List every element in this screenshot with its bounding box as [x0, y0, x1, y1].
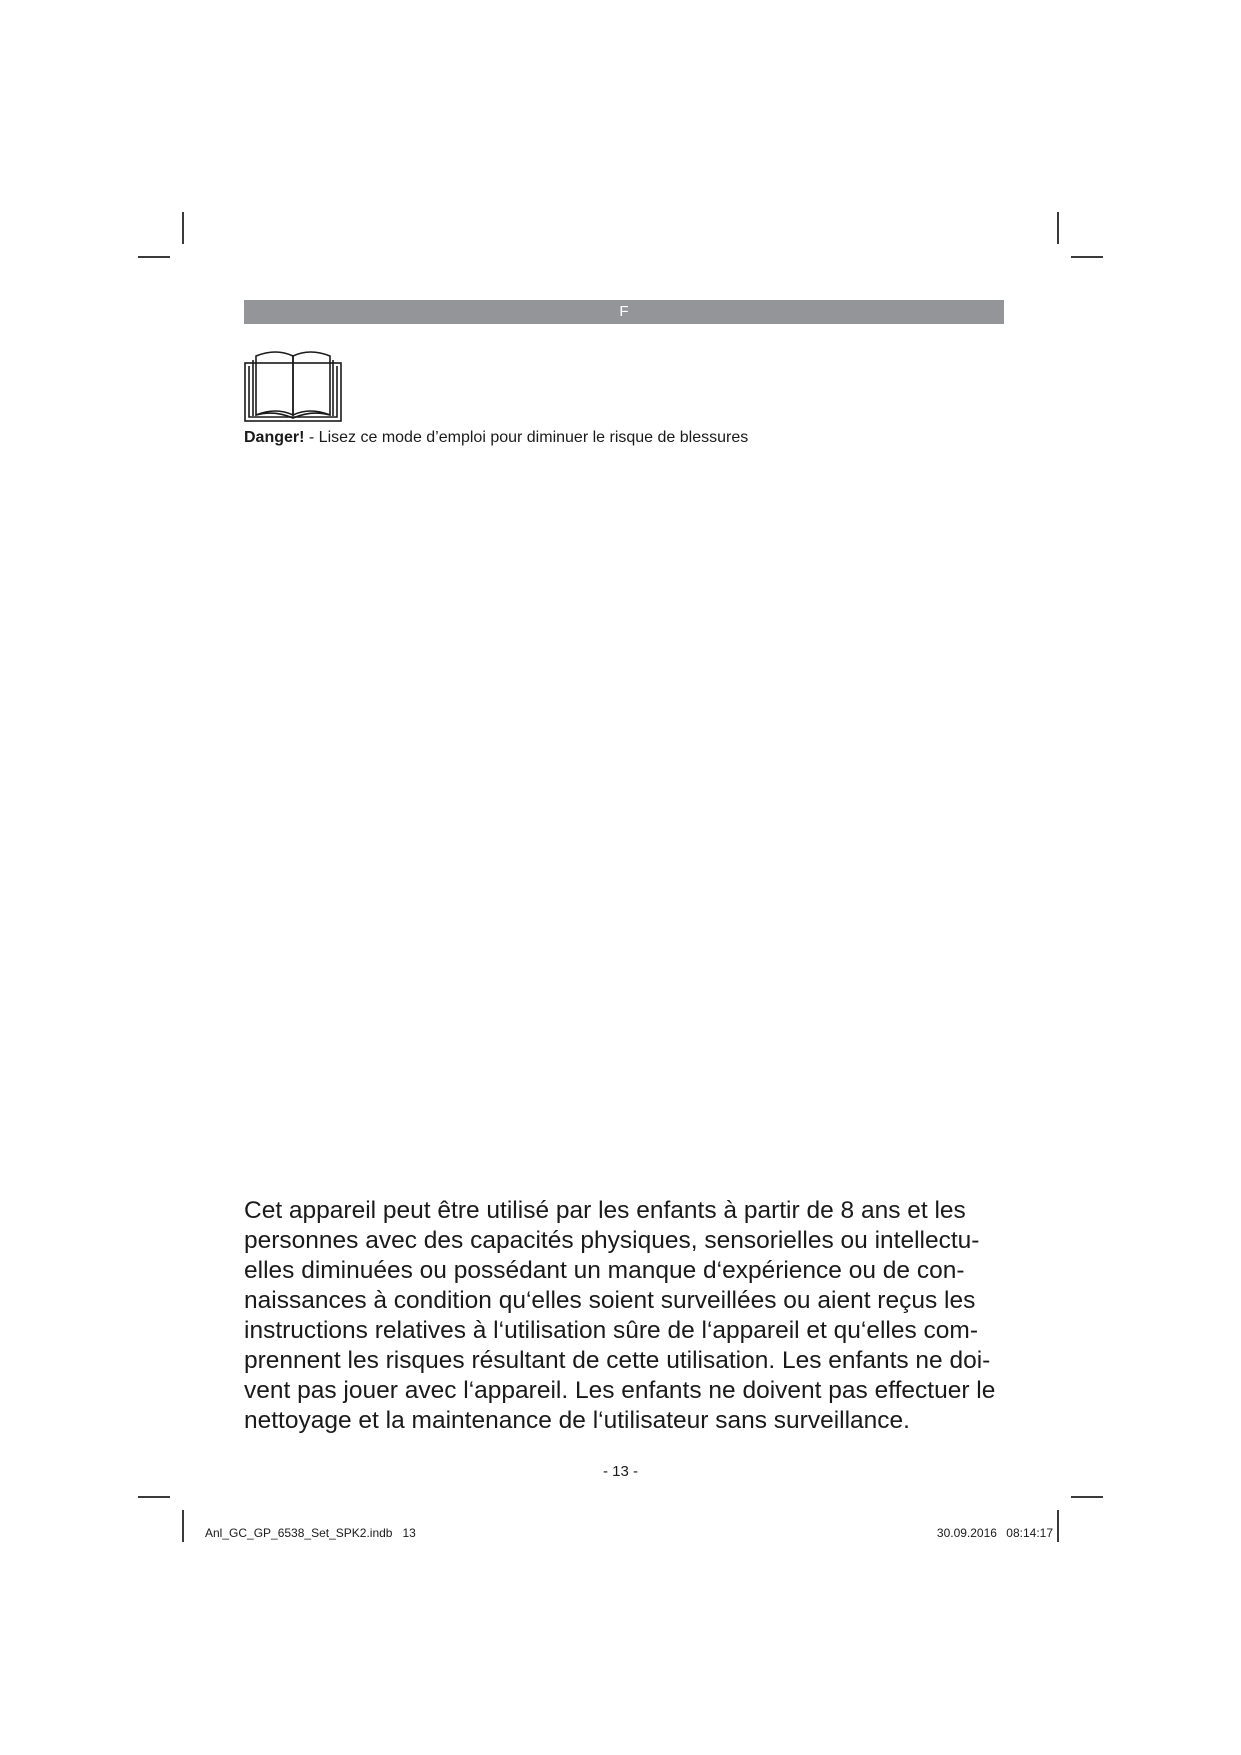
crop-mark [1071, 256, 1103, 258]
crop-mark [182, 1510, 184, 1542]
crop-mark [1057, 212, 1059, 244]
paragraph-line: personnes avec des capacités physiques, sensorielles ou intellectu- [244, 1227, 980, 1254]
crop-mark [138, 1496, 170, 1498]
footer-file-name: Anl_GC_GP_6538_Set_SPK2.indb 13 [205, 1526, 416, 1540]
footer-datetime: 30.09.2016 08:14:17 [936, 1526, 1053, 1540]
warning-label: Danger! [244, 429, 305, 446]
language-header-bar [244, 300, 1004, 324]
crop-mark [182, 212, 184, 244]
language-label: F [619, 303, 629, 320]
crop-mark [1071, 1496, 1103, 1498]
page-number: - 13 - [602, 1463, 638, 1480]
paragraph-line: Cet appareil peut être utilisé par les enfants à partir de 8 ans et les [244, 1197, 966, 1224]
paragraph-line: instructions relatives à l‘utilisation sûre de l‘appareil et qu‘elles com- [244, 1317, 978, 1344]
paragraph-line: nettoyage et la maintenance de l‘utilisateur sans surveillance. [244, 1407, 910, 1434]
crop-mark [138, 256, 170, 258]
book-icon [244, 350, 342, 422]
paragraph-line: prennent les risques résultant de cette utilisation. Les enfants ne doi- [244, 1347, 991, 1374]
paragraph-line: vent pas jouer avec l‘appareil. Les enfants ne doivent pas effectuer le [244, 1377, 996, 1404]
warning-text [244, 428, 748, 448]
warning-message: - Lisez ce mode d’emploi pour diminuer le risque de blessures [304, 429, 749, 446]
paragraph-line: elles diminuées ou possédant un manque d‘expérience ou de con- [244, 1257, 965, 1284]
safety-paragraph [244, 1196, 1014, 1436]
paragraph-line: naissances à condition qu‘elles soient surveillées ou aient reçus les [244, 1287, 976, 1314]
crop-mark [1057, 1510, 1059, 1542]
